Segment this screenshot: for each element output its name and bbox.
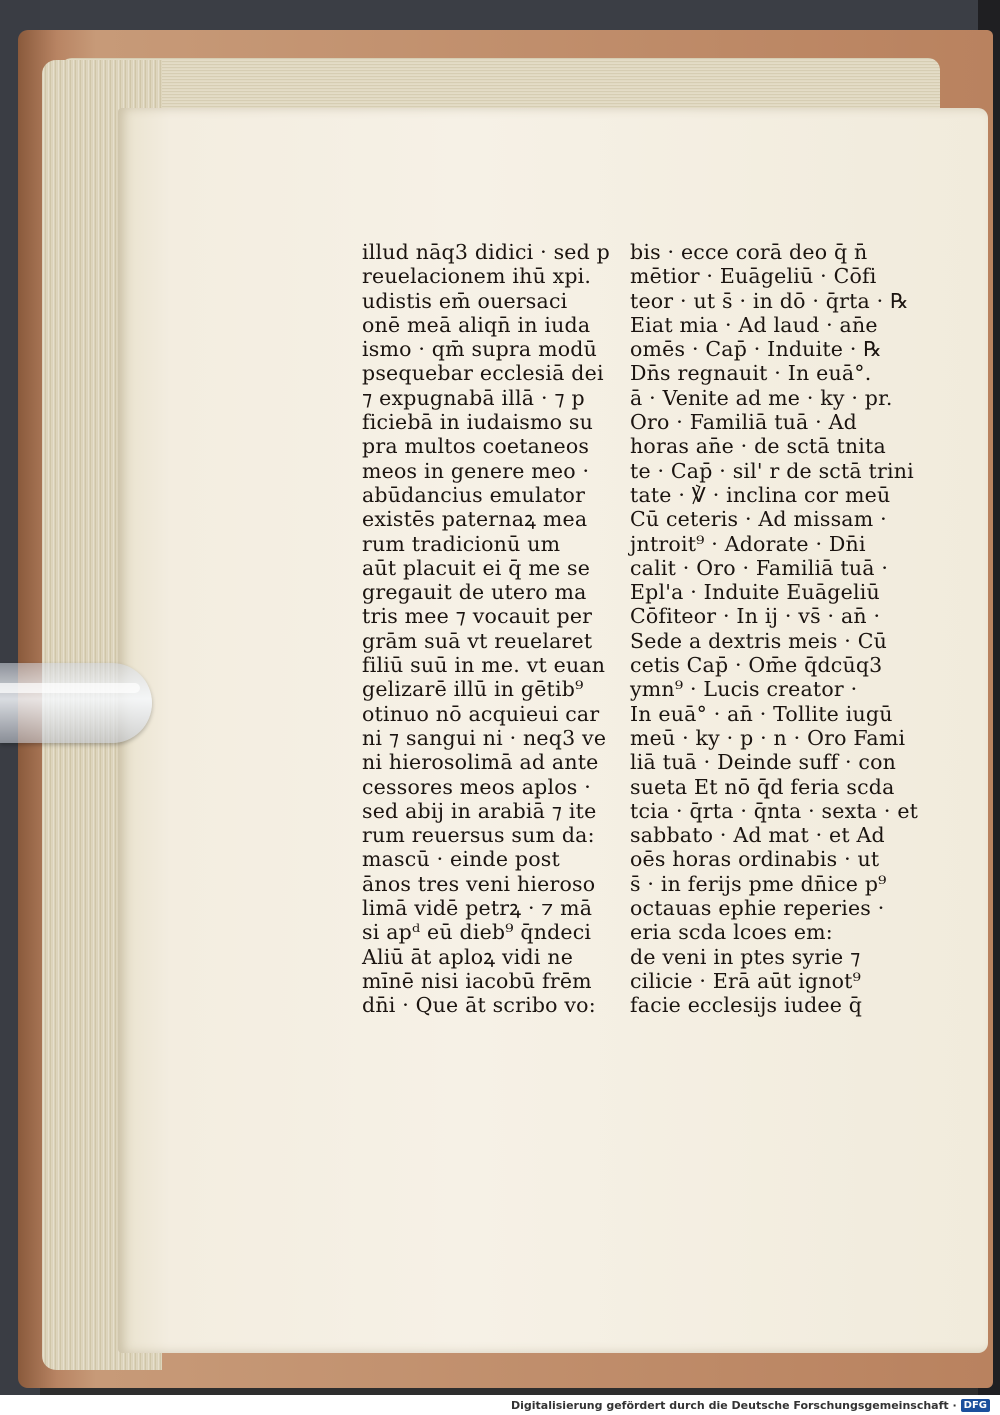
text-line: Oro · Familiā tuā · Ad: [630, 410, 857, 435]
text-line: mīnē nisi iacobū frēm: [362, 968, 592, 993]
text-line: meū · ky · p · n · Oro Fami: [630, 725, 906, 750]
text-line: sed abij in arabiā ⁊ ite: [362, 798, 597, 823]
text-line: eria scda lcoes em:: [630, 920, 833, 945]
text-line: filiū suū in me. vt euan: [362, 653, 606, 678]
text-line: In euā° · an̄ · Tollite iugū: [630, 701, 893, 726]
text-line: Cōfiteor · In ij · vs̄ · an̄ ·: [630, 604, 881, 629]
text-line: te · Cap̄ · sil' r de sctā trini: [630, 458, 914, 483]
text-line: aūt placuit ei q̄ me se: [362, 555, 591, 580]
text-line: de veni in ptes syrie ⁊: [630, 944, 861, 969]
text-line: horas an̄e · de sctā tnita: [630, 434, 886, 459]
footer-bar: [0, 1395, 1000, 1415]
text-line: otinuo nō acquieui car: [362, 701, 600, 726]
text-line: rum reuersus sum da:: [362, 823, 595, 848]
text-line: oēs horas ordinabis · ut: [630, 847, 880, 872]
text-line: Eiat mia · Ad laud · an̄e: [630, 312, 878, 337]
text-line: liā tuā · Deinde suff · con: [630, 750, 897, 775]
text-line: reuelacionem ihū xpi.: [362, 264, 592, 289]
text-line: meos in genere meo ·: [362, 458, 590, 483]
text-line: Dn̄s regnauit · In euā°.: [630, 361, 872, 386]
text-line: ā · Venite ad me · ky · pr.: [630, 385, 893, 410]
text-line: cetis Cap̄ · Om̄e q̄dcūq3: [630, 653, 883, 678]
text-line: calit · Oro · Familiā tuā ·: [630, 555, 889, 580]
text-line: omēs · Cap̄ · Induite · ℞: [630, 337, 882, 362]
text-line: teor · ut s̄ · in dō · q̄rta · ℞: [630, 288, 909, 313]
text-line: pra multos coetaneos: [362, 434, 590, 459]
text-line: ni hierosolimā ad ante: [362, 750, 599, 775]
text-line: psequebar ecclesiā dei: [362, 361, 604, 386]
text-line: s̄ · in ferijs pme dn̄ice p⁹: [630, 871, 887, 896]
digitization-credit: Digitalisierung gefördert durch die Deutsche Forschungsgemeinschaft ·: [510, 1398, 957, 1412]
text-line: facie ecclesijs iudee q̄: [630, 993, 863, 1018]
text-line: Cū ceteris · Ad missam ·: [630, 507, 887, 532]
text-line: tate · ℣ · inclina cor meū: [630, 482, 891, 507]
dfg-logo-icon: DFG: [961, 1399, 990, 1412]
text-line: tris mee ⁊ vocauit per: [362, 604, 593, 629]
text-line: ānos tres veni hieroso: [362, 871, 596, 896]
text-line: jntroit⁹ · Adorate · Dn̄i: [630, 531, 866, 556]
text-line: ⁊ expugnabā illā · ⁊ p: [362, 385, 585, 410]
text-line: tcia · q̄rta · q̄nta · sexta · et: [630, 798, 919, 823]
text-line: ni ⁊ sangui ni · neq3 ve: [362, 725, 607, 750]
text-line: ficiebā in iudaismo su: [362, 410, 594, 435]
text-line: gelizarē illū in gētib⁹: [362, 677, 584, 702]
text-line: cessores meos aplos ·: [362, 774, 591, 799]
text-line: udistis em̄ ouersaci: [362, 288, 568, 313]
scanner-glass-shine: [0, 683, 140, 693]
text-line: octauas ephie reperies ·: [630, 896, 885, 921]
text-line: cilicie · Erā aūt ignot⁹: [630, 968, 862, 993]
text-line: Epl'a · Induite Euāgeliū: [630, 580, 880, 605]
text-column-left: [362, 240, 610, 1018]
scanner-glass-clip: [0, 663, 152, 743]
text-line: mētior · Euāgeliū · Cōfi: [630, 264, 877, 289]
text-line: gregauit de utero ma: [362, 580, 587, 605]
text-line: rum tradicionū um: [362, 531, 561, 556]
text-line: limā vidē petrꝝ · ⁊ mā: [362, 896, 593, 921]
text-line: ymn⁹ · Lucis creator ·: [630, 677, 858, 702]
text-line: sabbato · Ad mat · et Ad: [630, 823, 885, 848]
text-line: si apᵈ eū dieb⁹ q̄ndeci: [362, 920, 592, 945]
text-line: sueta Et nō q̄d feria scda: [630, 774, 895, 799]
text-line: Aliū āt aploꝝ vidi ne: [362, 944, 574, 969]
text-line: onē meā aliqn̄ in iuda: [362, 312, 591, 337]
text-line: illud nāq3 didici · sed p: [362, 240, 610, 264]
text-line: grām suā vt reuelaret: [362, 628, 593, 653]
text-column-right: [630, 240, 919, 1018]
text-line: bis · ecce corā deo q̄ n̄: [630, 240, 868, 264]
text-line: Sede a dextris meis · Cū: [630, 628, 888, 653]
text-line: existēs paternaꝝ mea: [362, 507, 588, 532]
text-line: mascū · einde post: [362, 847, 560, 872]
text-line: abūdancius emulator: [362, 482, 586, 507]
text-line: ismo · qm̄ supra modū: [362, 337, 597, 362]
text-line: dn̄i · Que āt scribo vo:: [362, 993, 596, 1018]
